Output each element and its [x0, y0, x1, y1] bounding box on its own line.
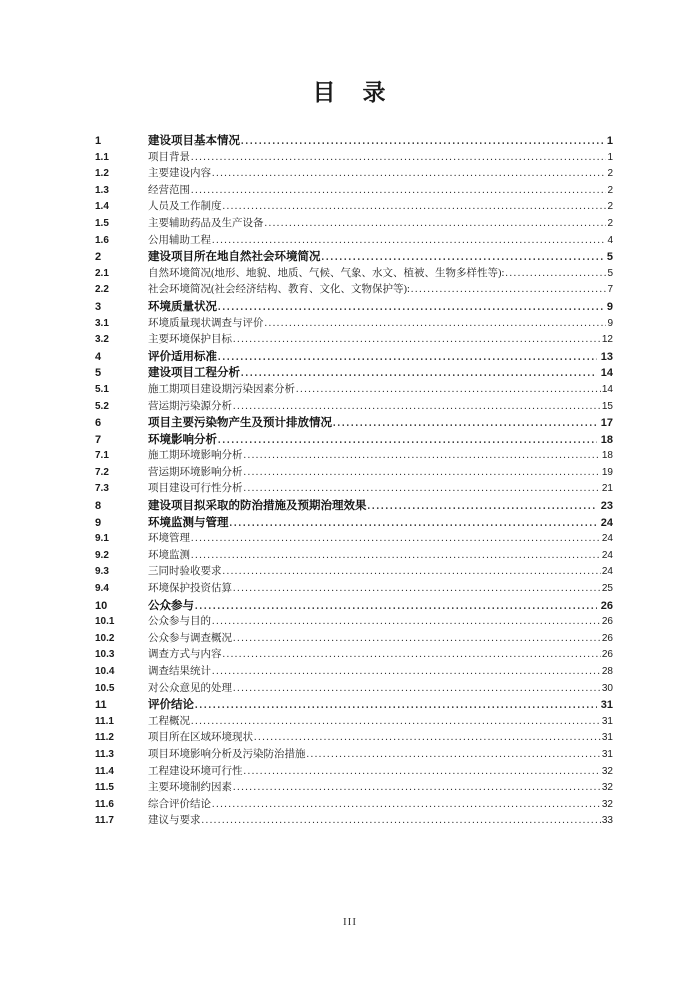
toc-entry-label: 环境保护投资估算	[148, 583, 232, 595]
toc-entry	[95, 697, 613, 714]
toc-entry-number: 9.1	[95, 533, 109, 545]
toc-entry-number: 4	[95, 350, 102, 363]
toc-entry-number: 7.2	[95, 466, 109, 478]
dot-leader	[191, 150, 606, 167]
toc-entry-page: 31	[601, 715, 613, 727]
toc-entry	[95, 647, 613, 664]
toc-entry-label: 项目环境影响分析及污染防治措施	[148, 748, 306, 760]
toc-entry-label: 主要辅助药品及生产设备	[148, 217, 264, 229]
dot-leader	[244, 465, 601, 482]
dot-leader	[244, 764, 601, 781]
toc-entry-page: 31	[600, 699, 613, 712]
toc-entry-label: 公众参与	[148, 599, 194, 612]
toc-entry-label: 建设项目拟采取的防治措施及预期治理效果	[148, 500, 367, 513]
toc-entry-label: 施工期环境影响分析	[148, 450, 243, 462]
toc-entry-page: 15	[601, 400, 613, 412]
toc-entry-page: 2	[607, 184, 613, 196]
dot-leader	[191, 183, 606, 200]
dot-leader	[296, 382, 601, 399]
toc-entry-number: 2.2	[95, 284, 109, 296]
dot-leader	[244, 448, 601, 465]
toc-entry-page: 32	[601, 765, 613, 777]
toc-entry-label: 自然环境简况(地形、地貌、地质、气候、气象、水文、植被、生物多样性等):	[148, 267, 505, 279]
toc-entry-label: 环境质量现状调查与评价	[148, 317, 264, 329]
toc-entry-number: 10	[95, 599, 108, 612]
toc-entry-page: 30	[601, 682, 613, 694]
toc-entry-number: 10.1	[95, 616, 115, 628]
toc-entry-page: 14	[601, 383, 613, 395]
toc-entry-page: 31	[601, 748, 613, 760]
footer-page-number: III	[343, 916, 357, 928]
toc-entry-number: 9.2	[95, 549, 109, 561]
toc-entry-label: 三同时验收要求	[148, 566, 222, 578]
toc-entry-page: 2	[607, 168, 613, 180]
toc-entry-label: 评价适用标准	[148, 350, 217, 363]
dot-leader	[265, 216, 607, 233]
dot-leader	[195, 697, 597, 715]
toc-entry	[95, 564, 613, 581]
toc-entry-page: 24	[601, 549, 613, 561]
toc-entry-page: 4	[607, 234, 613, 246]
toc-entry	[95, 614, 613, 631]
dot-leader	[254, 730, 601, 747]
toc-entry	[95, 631, 613, 648]
dot-leader	[265, 316, 607, 333]
dot-leader	[322, 249, 603, 267]
dot-leader	[244, 481, 601, 498]
toc-entry-label: 项目建设可行性分析	[148, 483, 243, 495]
toc-entry-label: 社会环境简况(社会经济结构、教育、文化、文物保护等):	[148, 284, 410, 296]
toc-entry	[95, 548, 613, 565]
toc-entry-label: 环境影响分析	[148, 433, 217, 446]
toc-entry	[95, 714, 613, 731]
dot-leader	[233, 332, 601, 349]
toc-entry-page: 28	[601, 666, 613, 677]
toc-entry-page: 26	[601, 616, 613, 628]
toc-entry-label: 人员及工作制度	[148, 201, 222, 213]
toc-entry-number: 9.4	[95, 583, 109, 595]
table-of-contents	[95, 133, 613, 830]
toc-entry-label: 调查方式与内容	[148, 649, 222, 661]
toc-entry-label: 项目所在区域环境现状	[148, 732, 253, 744]
toc-entry-page: 24	[601, 566, 613, 578]
toc-entry-number: 1.3	[95, 184, 109, 196]
toc-entry	[95, 199, 613, 216]
toc-entry-number: 11.3	[95, 748, 114, 760]
toc-entry-number: 5.2	[95, 400, 109, 412]
toc-entry-number: 10.3	[95, 649, 115, 661]
toc-entry	[95, 531, 613, 548]
toc-entry-page: 24	[600, 516, 613, 529]
toc-entry	[95, 481, 613, 498]
toc-entry-number: 5.1	[95, 383, 109, 395]
toc-entry-number: 11.5	[95, 782, 114, 794]
dot-leader	[223, 564, 601, 581]
toc-entry-label: 施工期项目建设期污染因素分析	[148, 383, 295, 395]
toc-entry	[95, 316, 613, 333]
toc-entry-page: 19	[601, 466, 613, 478]
toc-entry-label: 综合评价结论	[148, 798, 211, 810]
toc-entry-label: 评价结论	[148, 699, 194, 712]
toc-entry-number: 10.4	[95, 666, 115, 677]
toc-entry	[95, 249, 613, 266]
dot-leader	[212, 664, 601, 681]
dot-leader	[307, 747, 601, 764]
toc-entry-page: 5	[606, 251, 613, 264]
toc-entry	[95, 813, 613, 830]
dot-leader	[233, 681, 601, 698]
toc-entry	[95, 266, 613, 283]
toc-entry	[95, 432, 613, 449]
dot-leader	[191, 714, 601, 731]
toc-entry-label: 对公众意见的处理	[148, 682, 232, 694]
toc-entry-number: 1.5	[95, 217, 109, 229]
toc-entry-page: 17	[600, 417, 613, 430]
toc-entry-number: 11.1	[95, 715, 114, 727]
toc-entry-number: 3.1	[95, 317, 109, 329]
toc-entry-number: 7	[95, 433, 102, 446]
toc-entry	[95, 681, 613, 698]
dot-leader	[230, 515, 597, 533]
toc-entry-page: 33	[601, 815, 613, 827]
toc-entry-number: 1	[95, 135, 102, 147]
toc-entry-number: 11.6	[95, 798, 114, 810]
toc-entry	[95, 133, 613, 150]
dot-leader	[233, 399, 601, 416]
dot-leader	[241, 133, 603, 151]
toc-entry	[95, 365, 613, 382]
toc-entry	[95, 730, 613, 747]
toc-entry	[95, 183, 613, 200]
toc-entry-label: 主要建设内容	[148, 168, 211, 180]
toc-entry-number: 3	[95, 300, 102, 313]
toc-entry-page: 7	[607, 284, 613, 296]
dot-leader	[233, 780, 601, 797]
toc-entry-number: 2.1	[95, 267, 109, 279]
toc-entry-page: 9	[606, 300, 613, 313]
dot-leader	[505, 266, 606, 283]
dot-leader	[368, 498, 597, 516]
toc-entry-label: 公众参与调查概况	[148, 632, 232, 644]
dot-leader	[223, 199, 607, 216]
page-title: 目 录	[312, 79, 388, 105]
toc-entry-number: 11.2	[95, 732, 114, 744]
dot-leader	[191, 548, 601, 565]
toc-entry-label: 项目背景	[148, 151, 190, 163]
dot-leader	[212, 614, 601, 631]
toc-entry	[95, 415, 613, 432]
toc-entry-page: 32	[601, 798, 613, 810]
dot-leader	[233, 631, 601, 648]
toc-entry-page: 32	[601, 782, 613, 794]
toc-entry-number: 8	[95, 500, 102, 513]
toc-entry-number: 10.5	[95, 682, 115, 694]
toc-entry-label: 建议与要求	[148, 815, 201, 827]
toc-entry-page: 31	[601, 732, 613, 744]
toc-entry-number: 7.1	[95, 450, 109, 462]
toc-entry-page: 12	[601, 334, 613, 346]
toc-entry	[95, 382, 613, 399]
toc-entry-label: 营运期环境影响分析	[148, 466, 243, 478]
toc-entry-label: 公用辅助工程	[148, 234, 211, 246]
toc-entry-number: 10.2	[95, 632, 115, 644]
toc-entry-number: 11	[95, 699, 107, 712]
toc-entry-label: 营运期污染源分析	[148, 400, 232, 412]
toc-entry	[95, 399, 613, 416]
toc-entry	[95, 332, 613, 349]
toc-entry-number: 2	[95, 251, 102, 264]
toc-entry-label: 建设项目所在地自然社会环境简况	[148, 251, 321, 264]
toc-entry-label: 主要环境保护目标	[148, 334, 232, 346]
toc-entry-page: 14	[600, 367, 613, 380]
dot-leader	[191, 531, 601, 548]
toc-entry-label: 环境监测	[148, 549, 190, 561]
dot-leader	[411, 282, 607, 299]
toc-entry	[95, 349, 613, 366]
toc-entry	[95, 780, 613, 797]
toc-entry-label: 建设项目工程分析	[148, 367, 240, 380]
toc-entry	[95, 581, 613, 598]
toc-entry-label: 建设项目基本情况	[148, 135, 240, 147]
toc-entry-label: 公众参与目的	[148, 616, 211, 628]
dot-leader	[218, 349, 597, 367]
toc-entry-label: 项目主要污染物产生及预计排放情况	[148, 417, 332, 430]
dot-leader	[218, 432, 597, 450]
dot-leader	[218, 299, 603, 317]
toc-entry-label: 环境管理	[148, 533, 190, 545]
toc-entry-number: 1.2	[95, 168, 109, 180]
dot-leader	[212, 233, 606, 250]
toc-entry	[95, 764, 613, 781]
dot-leader	[223, 647, 601, 664]
toc-entry-label: 主要环境制约因素	[148, 782, 232, 794]
toc-entry-number: 5	[95, 367, 102, 380]
toc-entry-page: 25	[601, 583, 613, 595]
toc-entry-number: 11.4	[95, 765, 114, 777]
toc-entry-label: 工程建设环境可行性	[148, 765, 243, 777]
toc-entry	[95, 299, 613, 316]
toc-entry-page: 18	[600, 433, 613, 446]
toc-entry-page: 26	[600, 599, 613, 612]
toc-entry-label: 环境监测与管理	[148, 516, 229, 529]
toc-entry-page: 1	[606, 135, 613, 147]
toc-entry-label: 环境质量状况	[148, 300, 217, 313]
toc-entry-page: 26	[601, 632, 613, 644]
toc-entry-page: 5	[607, 267, 613, 279]
toc-entry-label: 工程概况	[148, 715, 190, 727]
toc-entry-number: 1.1	[95, 151, 109, 163]
toc-entry-page: 21	[601, 483, 613, 495]
toc-entry	[95, 747, 613, 764]
toc-entry	[95, 664, 613, 681]
toc-entry-label: 调查结果统计	[148, 666, 211, 677]
toc-entry	[95, 150, 613, 167]
toc-entry-number: 1.6	[95, 234, 109, 246]
toc-entry	[95, 448, 613, 465]
toc-entry	[95, 598, 613, 615]
toc-entry	[95, 465, 613, 482]
dot-leader	[212, 797, 601, 814]
toc-entry-page: 1	[607, 151, 613, 163]
toc-entry-page: 26	[601, 649, 613, 661]
dot-leader	[202, 813, 601, 830]
toc-entry-number: 1.4	[95, 201, 109, 213]
toc-entry-page: 2	[607, 217, 613, 229]
toc-entry	[95, 498, 613, 515]
dot-leader	[233, 581, 601, 598]
toc-entry	[95, 515, 613, 532]
dot-leader	[195, 598, 597, 616]
toc-entry-page: 9	[607, 317, 613, 329]
dot-leader	[333, 415, 597, 433]
dot-leader	[241, 365, 597, 383]
toc-entry-number: 7.3	[95, 483, 109, 495]
toc-entry	[95, 797, 613, 814]
toc-entry-page: 13	[600, 350, 613, 363]
toc-entry-page: 24	[601, 533, 613, 545]
toc-entry-number: 11.7	[95, 815, 114, 827]
toc-entry-number: 9	[95, 516, 102, 529]
toc-entry-number: 6	[95, 417, 102, 430]
toc-entry-page: 23	[600, 500, 613, 513]
toc-entry	[95, 166, 613, 183]
toc-entry-number: 3.2	[95, 334, 109, 346]
toc-entry-page: 2	[607, 201, 613, 213]
toc-entry-label: 经营范围	[148, 184, 190, 196]
toc-entry	[95, 282, 613, 299]
toc-entry-number: 9.3	[95, 566, 109, 578]
dot-leader	[212, 166, 606, 183]
toc-entry	[95, 216, 613, 233]
toc-entry	[95, 233, 613, 250]
toc-entry-page: 18	[601, 450, 613, 462]
